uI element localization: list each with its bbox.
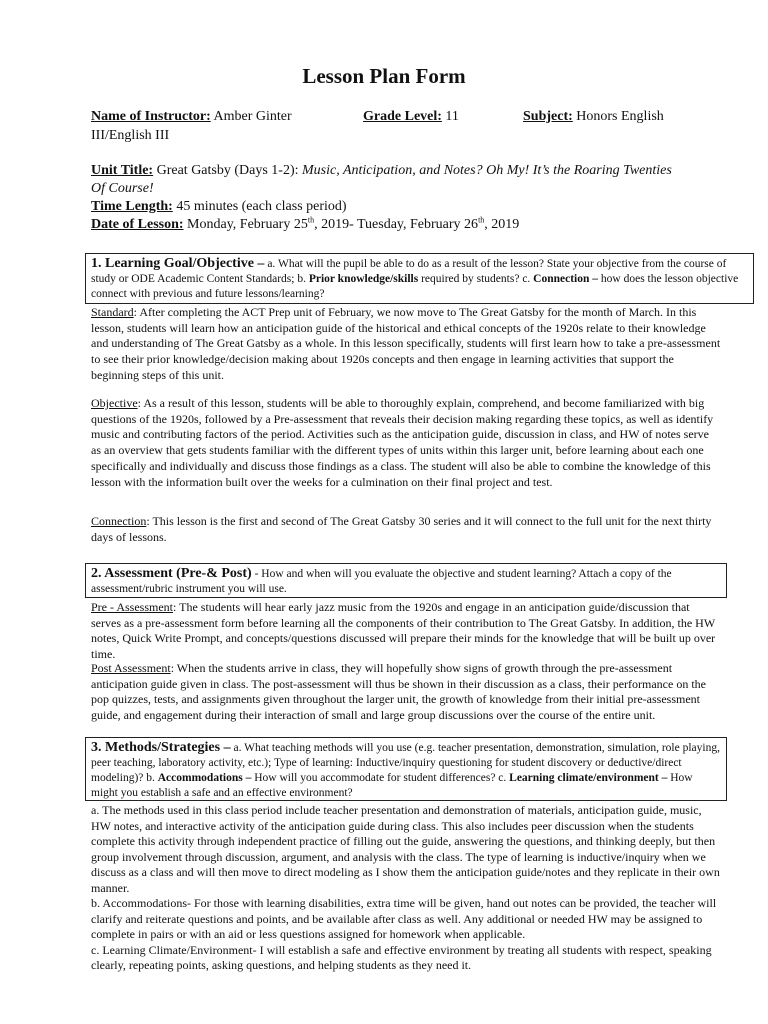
section3-prompt-a: a. What teaching methods will you use (e.g. teacher presentation, demonstration, simulation, role playing, peer teaching, laboratory activity, etc.); Type of learning: Inductive/inquiry questioning for student discovery or deductive/direct modeling)? b. [91, 742, 720, 784]
pre-assessment-paragraph [91, 600, 721, 663]
post-assessment-paragraph [91, 661, 721, 724]
objective-text: : As a result of this lesson, students will be able to thoroughly explain, comprehend, and become familiarized with big questions of the 1920s, followed by a Pre-assessment that reveals their decision making regarding these topics, as well as identify music and contributing factors of the period. Activities such as the anticipation guide, discussion in class, and HW of notes serve as an overview that gets students familiar with the different types of units within this larger unit, before learning about each one specifically and individually and discuss those findings as a class. The student will also be able to combine the knowledge of this lesson with the information built over the weeks for a culmination on their final project and test. [91, 396, 714, 489]
date-line [91, 216, 519, 234]
connection-text: : This lesson is the first and second of The Great Gatsby 30 series and it will connect to the full unit for the next thirty days of lessons. [91, 514, 712, 544]
instructor-value: Amber Ginter [213, 109, 292, 124]
date-label: Date of Lesson: [91, 217, 184, 232]
objective-label: Objective [91, 396, 138, 410]
unit-title-line [91, 162, 672, 180]
unit-title-value: Great Gatsby (Days 1-2): [156, 163, 299, 178]
section2-heading: 2. Assessment (Pre-& Post) [91, 566, 252, 581]
connection-paragraph [91, 514, 721, 545]
instructor-line [91, 108, 292, 126]
objective-paragraph [91, 396, 721, 490]
subject-label: Subject: [523, 109, 573, 124]
time-length-label: Time Length: [91, 199, 173, 214]
section1-prompt-c-bold: Connection – [533, 273, 599, 285]
methods-b-text: b. Accommodations- For those with learning disabilities, extra time will be given, hand out notes can be provided, the teacher will clarify and reiterate questions and points, and be available after class as well. Any additional or needed HW may be assigned to complete in pairs or with an aid or less questions assigned for homework when applicable. [91, 896, 717, 941]
section3-prompt-b-bold: Accommodations – [157, 772, 252, 784]
date-sup2: th [478, 215, 485, 225]
section3-heading: 3. Methods/Strategies – [91, 740, 231, 755]
section1-heading: 1. Learning Goal/Objective – [91, 256, 265, 271]
subject-value-cont: III/English III [91, 128, 170, 143]
standard-paragraph [91, 305, 721, 384]
time-length-value: 45 minutes (each class period) [176, 199, 347, 214]
unit-title-italic-cont: Of Course! [91, 181, 154, 196]
subject-line [523, 108, 664, 126]
section3-prompt-c: How might you establish a safe and an effective environment? [91, 772, 693, 799]
section1-prompt-b-bold: Prior knowledge/skills [308, 273, 419, 285]
section1-prompt-b: required by students? c. [418, 273, 534, 285]
methods-c-text: c. Learning Climate/Environment- I will establish a safe and effective environment by treating all students with respect, speaking clearly, repeating points, asking questions, and helping students as they need it. [91, 942, 712, 972]
section1-prompt-c: how does the lesson objective connect with previous and future lessons/learning? [91, 273, 739, 300]
grade-line [363, 108, 459, 126]
grade-value: 11 [445, 109, 459, 124]
page-title: Lesson Plan Form [302, 64, 466, 88]
methods-paragraph [91, 803, 721, 974]
section1-prompt-box [85, 253, 754, 304]
time-length-line [91, 198, 347, 216]
methods-a-text: a. The methods used in this class period include teacher presentation and demonstration of materials, anticipation guide, music, HW notes, and interactive activity of the anticipation guide during class. This also includes peer discussion when the students complete this activity through independent practice of filling out the guide, answering the questions, and thinking deeply, but then group involvement through discussion, argument, and analysis with the class. The type of learning is inductive/inquiry when we discuss as a class and will then move to direct modeling as I show them the anticipation guide/notes and they replicate in their own manner. [91, 803, 720, 895]
pre-assessment-label: Pre - Assessment [91, 600, 173, 614]
date-sup1: th [307, 215, 315, 225]
subject-value: Honors English [576, 109, 664, 124]
unit-title-label: Unit Title: [91, 163, 154, 178]
standard-text: : After completing the ACT Prep unit of February, we now move to The Great Gatsby for the month of March. In this lesson, students will learn how an anticipation guide of the historical and ethical concepts of the 1920s relate to their knowledge and understanding of The Great Gatsby as a whole. In this lesson specifically, students will first learn how to take a pre-assessment to see their prior knowledge/decision making about 1920s concepts and then engage in learning activities that support the beginning steps of this unit. [91, 305, 721, 382]
date-part3: , 2019 [484, 217, 520, 232]
date-part1: Monday, February 25 [187, 217, 308, 232]
section2-prompt-box [85, 563, 727, 598]
post-assessment-text: : When the students arrive in class, they will hopefully show signs of growth through the pre-assessment anticipation guide given in class. The post-assessment will thus be shown in their discussion as a class, their performance on the pop quizzes, tests, and assignments given throughout the larger unit, the growth of knowledge from their initial pre-assessment guide, and engagement during their interaction of small and large group discussions over the course of the entire unit. [91, 661, 706, 723]
section3-prompt-b: How will you accommodate for student differences? c. [251, 772, 510, 784]
grade-label: Grade Level: [363, 109, 442, 124]
unit-title-italic: Music, Anticipation, and Notes? Oh My! It’s the Roaring Twenties [302, 163, 672, 178]
post-assessment-label: Post Assessment [91, 661, 171, 675]
section2-prompt: - How and when will you evaluate the objective and student learning? Attach a copy of the assessment/rubric instrument you will use. [91, 568, 672, 595]
date-part2: , 2019- Tuesday, February 26 [314, 217, 479, 232]
section3-prompt-box [85, 737, 727, 801]
instructor-label: Name of Instructor: [91, 109, 211, 124]
section3-prompt-c-bold: Learning climate/environment – [509, 772, 668, 784]
pre-assessment-text: : The students will hear early jazz music from the 1920s and engage in an anticipation guide/discussion that serves as a pre-assessment form before learning all the components of their contribution to The Great Gatsby. In addition, the HW notes, Quick Write Prompt, and concepts/questions discussed will prepare their minds for the knowledge that will be built up over time. [91, 600, 716, 662]
standard-label: Standard [91, 305, 134, 319]
connection-label: Connection [91, 514, 147, 528]
section1-prompt-a: a. What will the pupil be able to do as a result of the lesson? State your objective from the course of study or ODE Academic Content Standards; b. [91, 258, 727, 285]
